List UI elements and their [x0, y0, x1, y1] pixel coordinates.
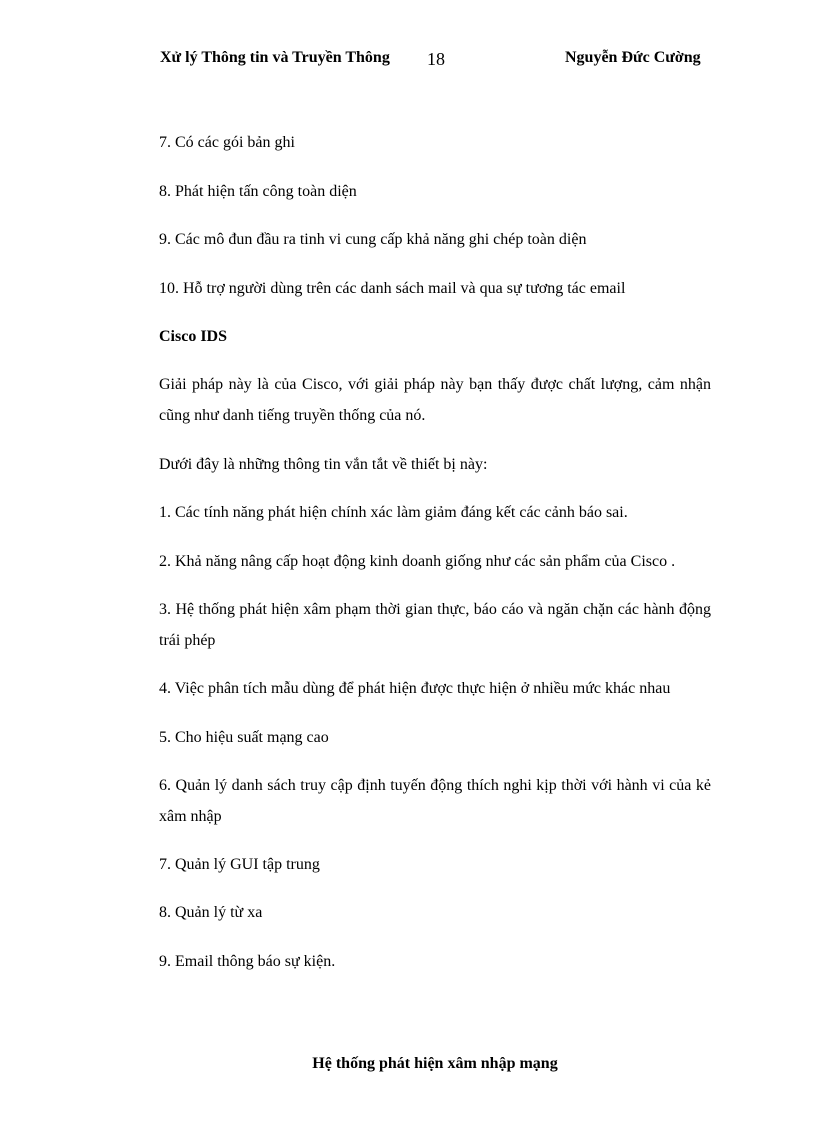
header-title-left: Xử lý Thông tin và Truyền Thông — [160, 49, 390, 66]
page-number: 18 — [427, 49, 445, 69]
list-item: 5. Cho hiệu suất mạng cao — [159, 729, 329, 746]
header-author: Nguyễn Đức Cường — [565, 49, 701, 66]
list-item: 1. Các tính năng phát hiện chính xác làm giảm đáng kết các cảnh báo sai. — [159, 504, 628, 521]
list-item: 4. Việc phân tích mẫu dùng để phát hiện được thực hiện ở nhiều mức khác nhau — [159, 680, 671, 697]
list-item: 8. Quản lý từ xa — [159, 904, 263, 921]
list-item: 7. Có các gói bản ghi — [159, 134, 295, 151]
list-item: 6. Quản lý danh sách truy cập định tuyến động thích nghi kịp thời với hành vi của kẻ xâm nhập — [159, 777, 711, 825]
intro-paragraph: Giải pháp này là của Cisco, với giải pháp này bạn thấy được chất lượng, cảm nhận cũng như danh tiếng truyền thống của nó. — [159, 376, 711, 424]
footer-title: Hệ thống phát hiện xâm nhập mạng — [312, 1055, 558, 1072]
lead-paragraph: Dưới đây là những thông tin vắn tắt về thiết bị này: — [159, 456, 488, 473]
list-item: 8. Phát hiện tấn công toàn diện — [159, 183, 357, 200]
section-title: Cisco IDS — [159, 328, 228, 345]
list-item: 10. Hỗ trợ người dùng trên các danh sách mail và qua sự tương tác email — [159, 280, 626, 297]
list-item: 7. Quản lý GUI tập trung — [159, 856, 320, 873]
list-item: 3. Hệ thống phát hiện xâm phạm thời gian thực, báo cáo và ngăn chặn các hành động trái phép — [159, 601, 711, 649]
list-item: 9. Các mô đun đầu ra tinh vi cung cấp khả năng ghi chép toàn diện — [159, 231, 587, 248]
list-item: 2. Khả năng nâng cấp hoạt động kinh doanh giống như các sản phẩm của Cisco . — [159, 553, 676, 570]
list-item: 9. Email thông báo sự kiện. — [159, 953, 336, 970]
